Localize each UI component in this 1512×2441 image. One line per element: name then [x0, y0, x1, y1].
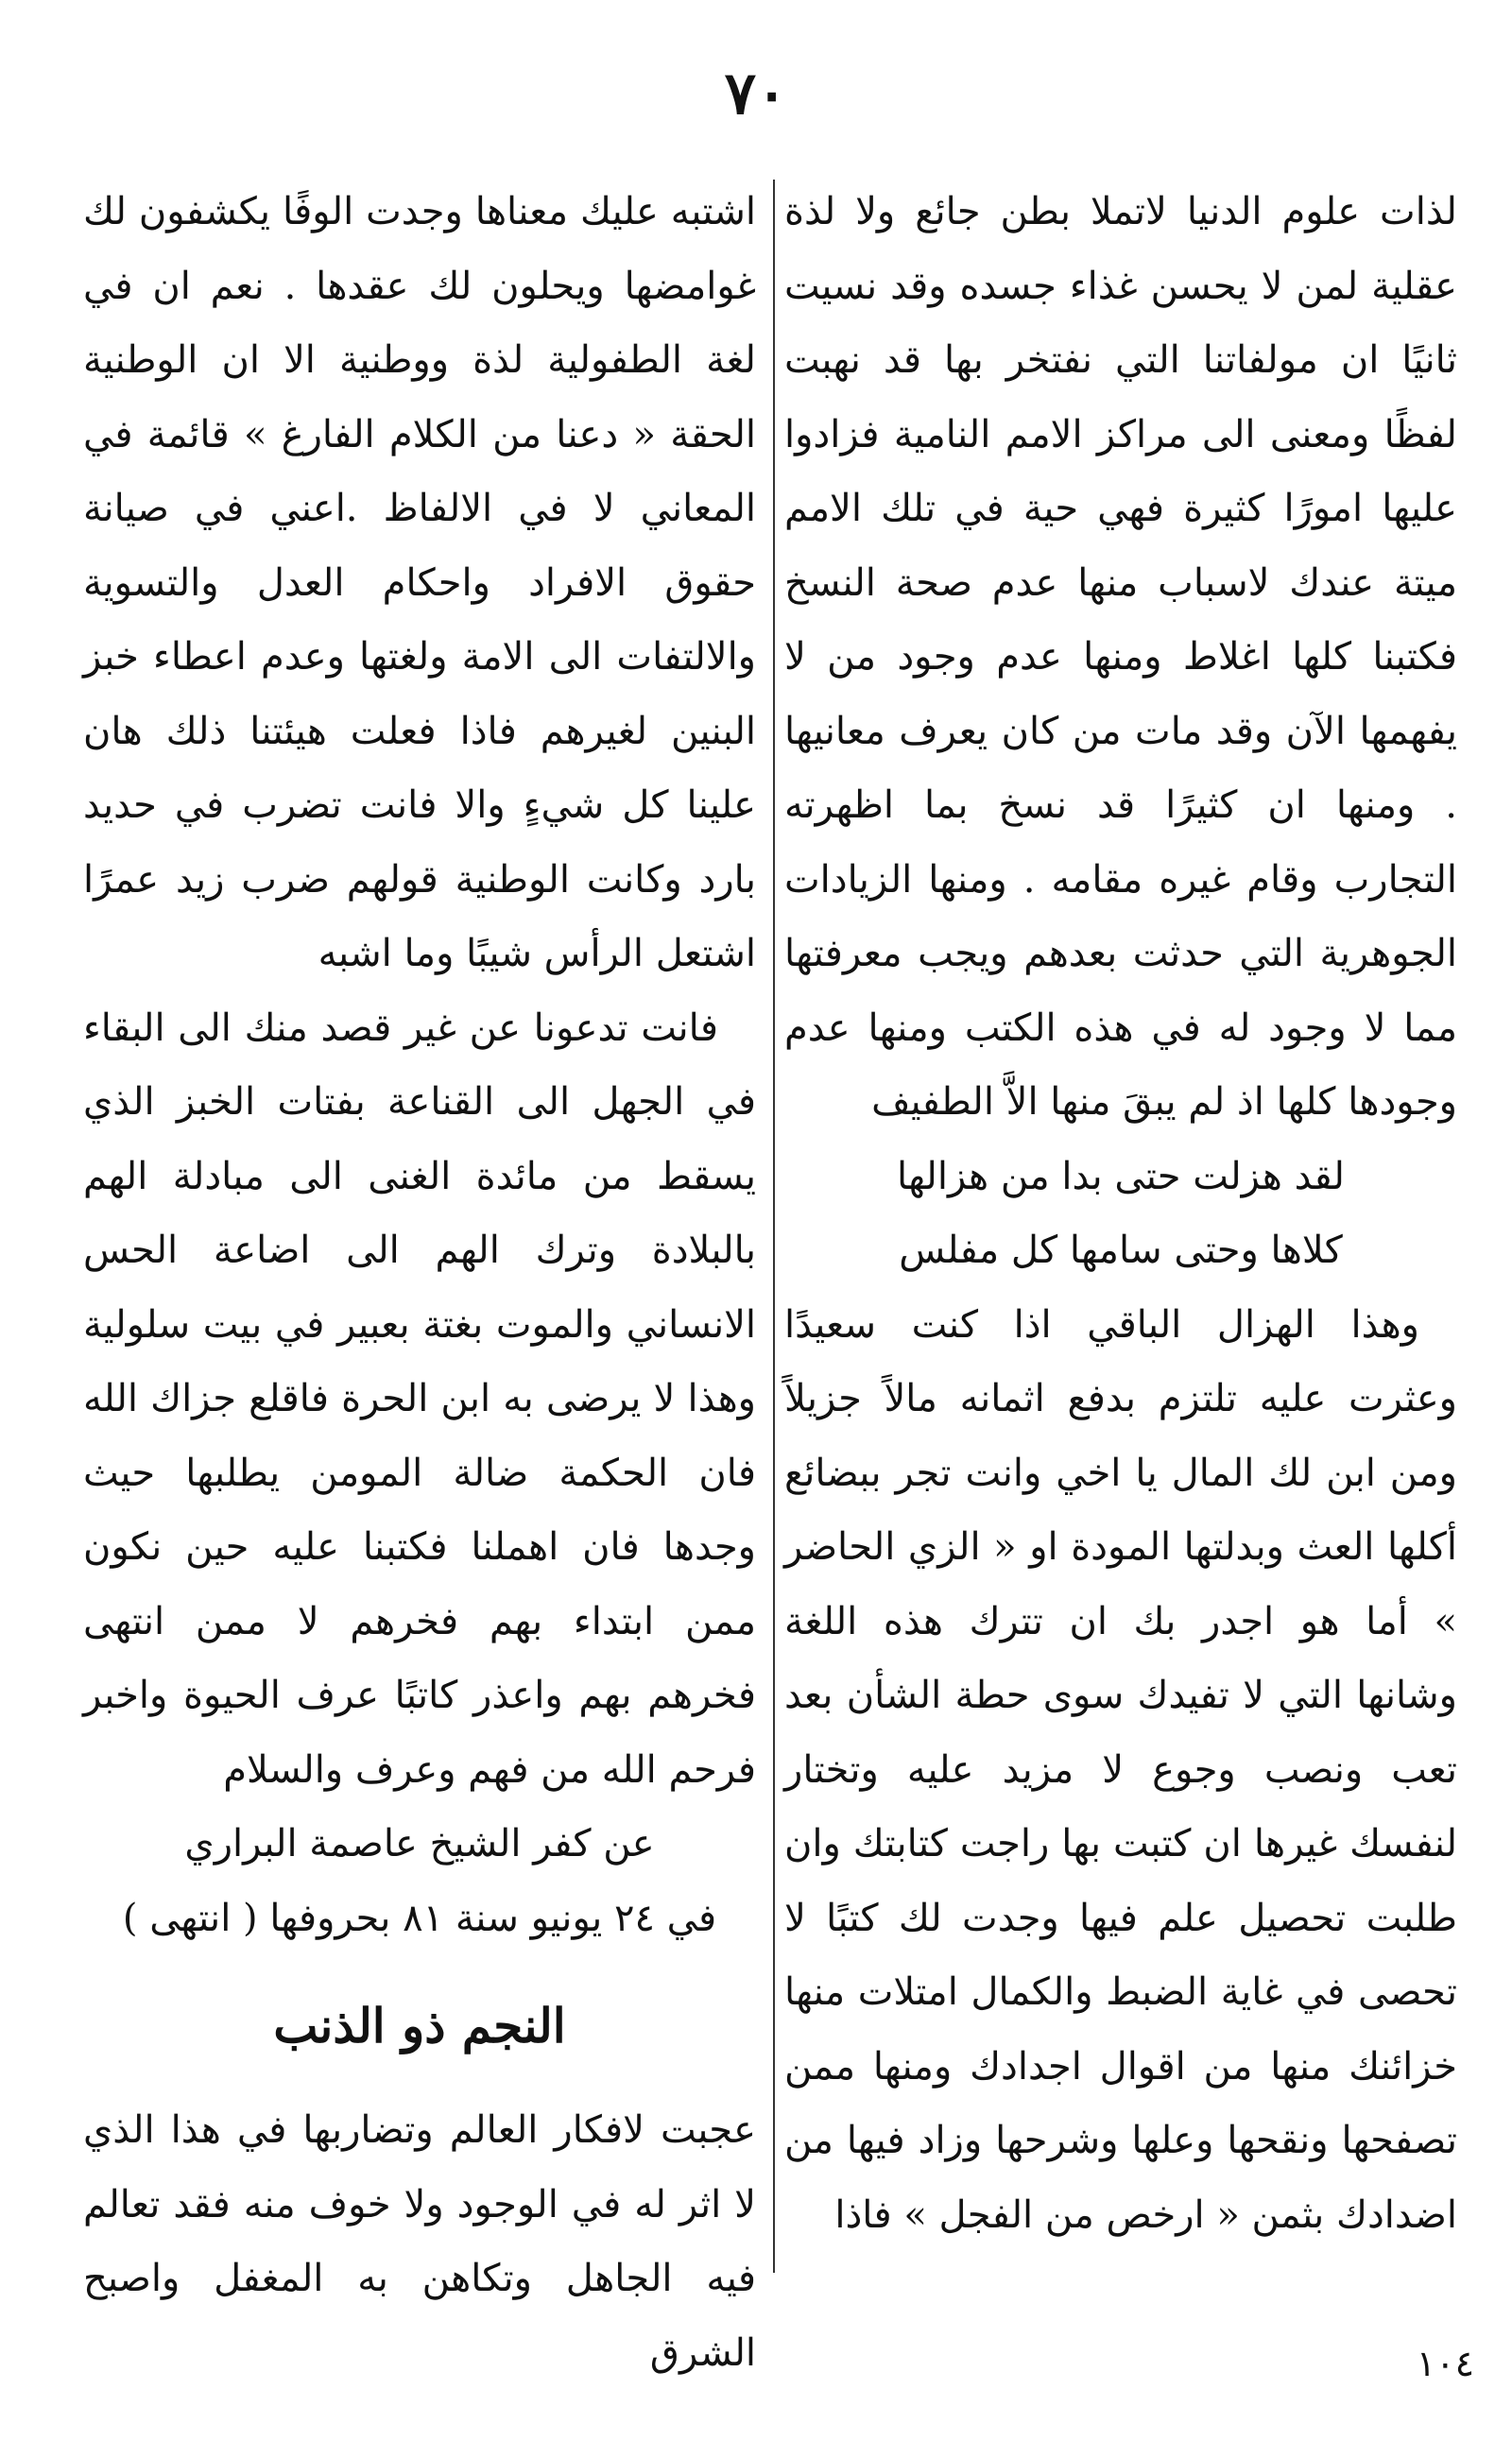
- verse-line-2: كلاها وحتى سامها كل مفلس: [899, 1229, 1343, 1272]
- left-paragraph-3: عجبت لافكار العالم وتضاربها في هذا الذي لا اثر له في الوجود ولا خوف منه فقد تعالم فيه الجاهل وتكاهن به المغفل واصبح الشرق: [83, 2108, 756, 2375]
- verse-line-1: لقد هزلت حتى بدا من هزالها: [897, 1154, 1345, 1198]
- left-paragraph-1: اشتبه عليك معناها وجدت الوفًا يكشفون لك غوامضها ويحلون لك عقدها . نعم ان في لغة الطفولية لذة ووطنية الا ان الوطنية الحقة « دعنا من الكلام الفارغ » قائمة في المعاني لا في الالفاظ .اعني في صيانة حقوق الافراد واحكام العدل والتسوية والالتفات الى الامة ولغتها وعدم اعطاء خبز البنين لغيرهم فاذا فعلت هيئتنا ذلك هان علينا كل شيءٍ والا فانت تضرب في حديد بارد وكانت الوطنية قولهم ضرب زيد عمرًا اشتعل الرأس شيبًا وما اشبه: [83, 190, 756, 975]
- left-column: [83, 175, 756, 2390]
- left-paragraph-2: فانت تدعونا عن غير قصد منك الى البقاء في الجهل الى القناعة بفتات الخبز الذي يسقط من مائدة الغنى الى مبادلة الهم بالبلادة وترك الهم الى اضاعة الحس الانساني والموت بغتة بعبير في بيت سلولية وهذا لا يرضى به ابن الحرة فاقلع جزاك الله فان الحكمة ضالة المومن يطلبها حيث وجدها فان اهملنا فكتبنا عليه حين نكون ممن ابتداء بهم فخرهم لا ممن انتهى فخرهم بهم واعذر كاتبًا عرف الحيوة واخبر فرحم الله من فهم وعرف والسلام: [83, 1006, 756, 1792]
- signoff-location: عن كفر الشيخ عاصمة البراري: [184, 1822, 655, 1865]
- column-divider: [773, 180, 775, 2273]
- section-title: النجم ذو الذنب: [273, 1998, 566, 2054]
- right-column: [784, 175, 1457, 2252]
- footer-number: ١٠٤: [1416, 2343, 1474, 2384]
- right-paragraph-2: وهذا الهزال الباقي اذا كنت سعيدًا وعثرت عليه تلتزم بدفع اثمانه مالاً جزيلاً ومن ابن لك المال يا اخي وانت تجر ببضائع أكلها العث وبدلتها المودة او « الزي الحاضر » أما هو اجدر بك ان تترك هذه اللغة وشانها التي لا تفيدك سوى حطة الشأن بعد تعب ونصب وجوع لا مزيد عليه وتختار لنفسك غيرها ان كتبت بها راجت كتابتك وان طلبت تحصيل علم فيها وجدت لك كتبًا لا تحصى في غاية الضبط والكمال امتلات منها خزائنك منها من اقوال اجدادك ومنها ممن تصفحها ونقحها وعلها وشرحها وزاد فيها من اضدادك بثمن « ارخص من الفجل » فاذا: [784, 1302, 1457, 2237]
- page-number: ٧٠: [724, 59, 788, 128]
- right-paragraph-1: لذات علوم الدنيا لاتملا بطن جائع ولا لذة عقلية لمن لا يحسن غذاء جسده وقد نسيت ثانيًا ان مولفاتنا التي نفتخر بها قد نهبت لفظًا ومعنى الى مراكز الامم النامية فزادوا عليها امورًا كثيرة فهي حية في تلك الامم ميتة عندك لاسباب منها عدم صحة النسخ فكتبنا كلها اغلاط ومنها عدم وجود من لا يفهمها الآن وقد مات من كان يعرف معانيها . ومنها ان كثيرًا قد نسخ بما اظهرته التجارب وقام غيره مقامه . ومنها الزيادات الجوهرية التي حدثت بعدهم ويجب معرفتها مما لا وجود له في هذه الكتب ومنها عدم وجودها كلها اذ لم يبقَ منها الاَّ الطفيف: [784, 190, 1458, 1124]
- signoff-date: في ٢٤ يونيو سنة ٨١ بحروفها ( انتهى ): [122, 1896, 717, 1940]
